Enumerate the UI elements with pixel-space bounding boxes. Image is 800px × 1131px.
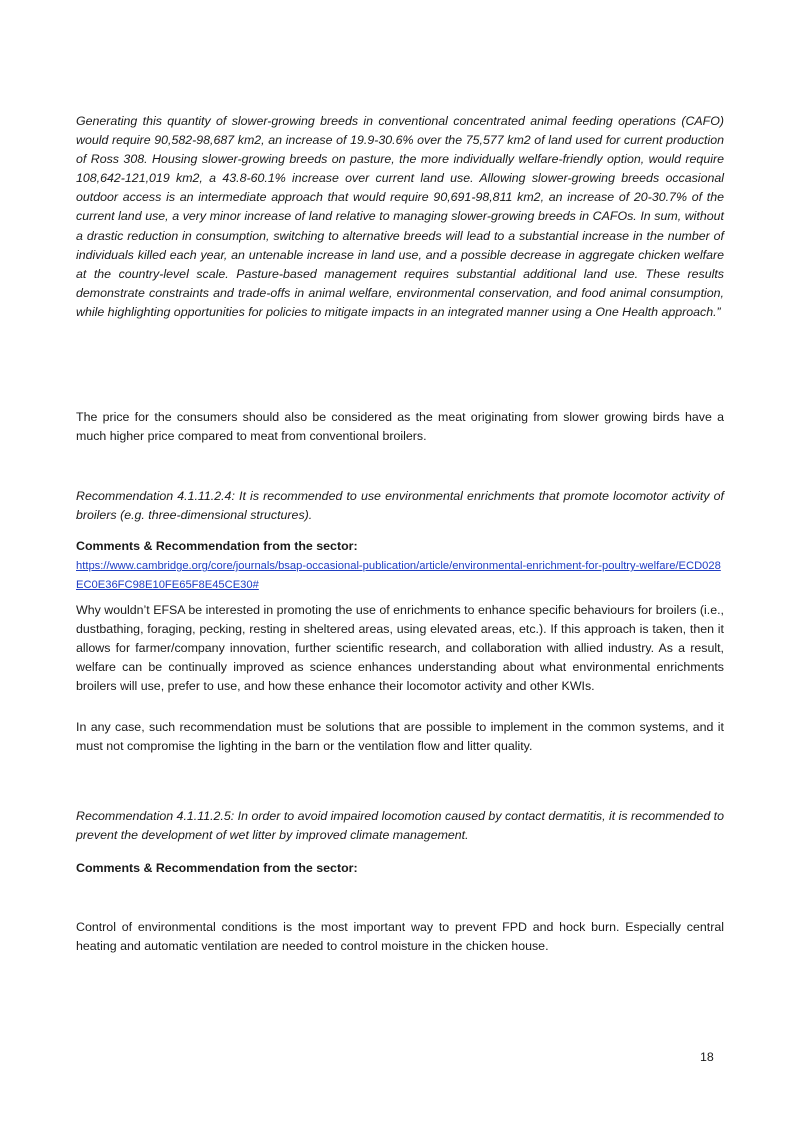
page-number: 18 [700, 1050, 714, 1064]
recommendation-4-1-11-2-4: Recommendation 4.1.11.2.4: It is recommended to use environmental enrichments that promote locomotor activity of broilers (e.g. three-dimensional structures). [76, 489, 724, 523]
comments-heading-2: Comments & Recommendation from the sector: [76, 861, 358, 875]
quoted-study-paragraph: Generating this quantity of slower-growing breeds in conventional concentrated animal feeding operations (CAFO) would require 90,582-98,687 km2, an increase of 19.9-30.6% over the 75,577 km2 of land used for current production of Ross 308. Housing slower-growing breeds on pasture, the more individually welfare-friendly option, would require 108,642-121,019 km2, a 43.8-60.1% increase over current land use. Allowing slower-growing breeds occasional outdoor access is an intermediate approach that would require 90,691-98,811 km2, an increase of 20-30.7% of the current land use, a very minor increase of land relative to managing slower-growing breeds in CAFOs. In sum, without a drastic reduction in consumption, switching to alternative breeds will lead to a substantial increase in the number of individuals killed each year, an untenable increase in land use, and a possible decrease in aggregate chicken welfare at the country-level scale. Pasture-based management requires substantial additional land use. These results demonstrate constraints and trade-offs in animal welfare, environmental conservation, and food animal consumption, while highlighting opportunities for policies to mitigate impacts in an integrated manner using a One Health approach.” [76, 114, 724, 319]
enrichment-comment-paragraph: Why wouldn’t EFSA be interested in promoting the use of enrichments to enhance specific behaviours for broilers (i.e., dustbathing, foraging, pecking, resting in sheltered areas, using elevated areas, etc.). If this approach is taken, then it allows for farmer/company innovation, further scientific research, and collaboration with allied industry. As a result, welfare can be continually improved as science enhances understanding about what environmental enrichments broilers will use, prefer to use, and how these enhance their locomotor activity and other KWIs. [76, 603, 724, 694]
comments-heading-1: Comments & Recommendation from the sector: [76, 539, 358, 553]
climate-control-paragraph: Control of environmental conditions is the most important way to prevent FPD and hock burn. Especially central heating and automatic ventilation are needed to control moisture in the chicken house. [76, 920, 724, 954]
recommendation-4-1-11-2-5: Recommendation 4.1.11.2.5: In order to avoid impaired locomotion caused by contact dermatitis, it is recommended to prevent the development of wet litter by improved climate management. [76, 809, 724, 843]
cambridge-reference-link[interactable]: https://www.cambridge.org/core/journals/bsap-occasional-publication/article/environmental-enrichment-for-poultry-welfare/ECD028EC0E36FC98E10FE65F8E45CE30# [76, 560, 721, 592]
consumer-price-paragraph: The price for the consumers should also be considered as the meat originating from slower growing birds have a much higher price compared to meat from conventional broilers. [76, 410, 724, 444]
reference-link-paragraph [76, 556, 724, 594]
implementation-comment-paragraph: In any case, such recommendation must be solutions that are possible to implement in the common systems, and it must not compromise the lighting in the barn or the ventilation flow and litter quality. [76, 720, 724, 754]
